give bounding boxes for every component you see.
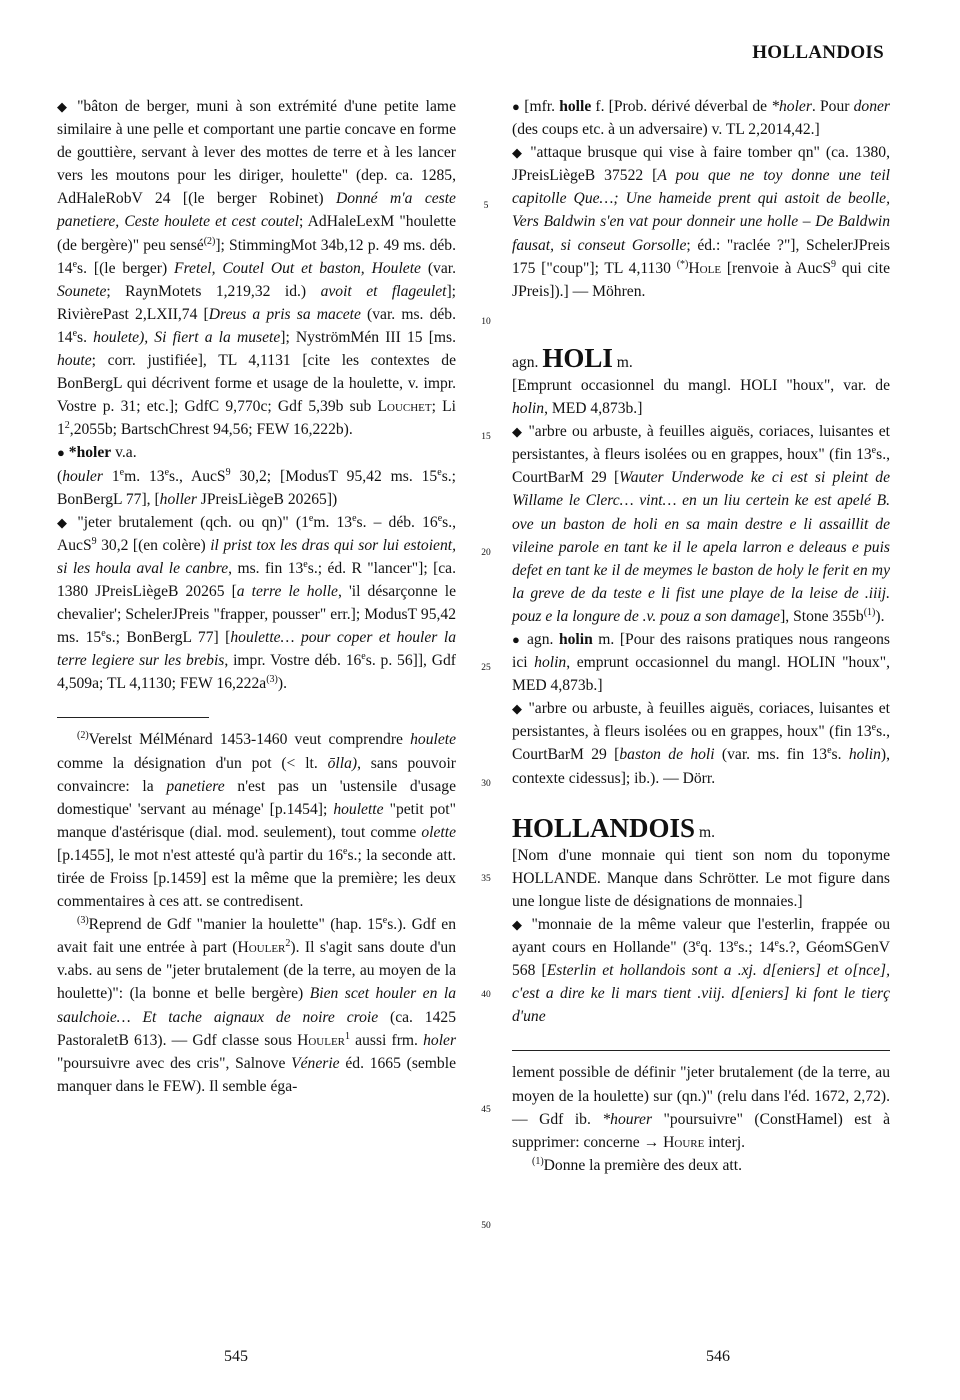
definition-houlette: ◆ "bâton de berger, muni à son extrémité d'une petite lame similaire à une pelle et comportant une partie concave en forme de gouttière, servant à lever des mottes de terre et à les lancer vers les moutons pour les diriger, houlette" (dep. ca. 1285, AdHaleRobV 24 [(le berger Robinet) Donné m'a ceste panetiere, Ceste houlete et cest coutel; AdHaleLexM "houlette (de bergère)" peu sensé$^{(2)}$]; StimmingMot 34b,12 p. 49 ms. déb. 14es. [(le berger) Fretel, Coutel Out et baston, Houlete (var. Sounete; RaynMotets 1,219,32 id.) avoit et flageulet]; RivièrePast 2,LXII,74 [Dreus a pris sa macete (var. ms. déb. 14es. houlete), Si fiert a la musete]; NyströmMén III 15 [ms. houte; corr. justifiée], TL 4,1131 [cite les contextes de BonBergL qui décrivent forme et usage de la houlette, v. impr. Vostre p. 31; etc.]; GdfC 9,770c; Gdf 5,39b sub Louchet; Li $1^2,2055b$; BartschChrest 94,56; FEW 16,222b). [57,98,457,439]
entry-hollandois-definition: ◆ "monnaie de la même valeur que l'esterlin, frappée ou ayant cours en Hollande" (3eq. 13es.; 14es.?, GéomSGenV 568 [Esterlin et hollandois sont a .xj. d[eniers] et o[nce], c'est a dire ke li mars tient .viij. d[eniers] ki font le tierç d'une [512,916,891,1026]
line-number: 35 [481,874,491,884]
diamond-icon: ◆ [512,424,524,440]
page-number-left: 545 [224,1348,248,1365]
right-column [512,95,890,1177]
line-number: 15 [481,432,491,442]
bullet-dot-icon: ● [512,99,521,114]
footnote-ref-3: (3) [266,674,278,686]
page-number-right: 546 [706,1348,730,1365]
footnote-3-continued: lement possible de définir "jeter brutalement (de la terre, au moyen de la houlette) sur (qn.)" (relu dans l'éd. 1672, 2,72). — Gdf ib. *hourer "poursuivre" (ConstHamel) est à supprimer: concerne → Houre interj. [512,1064,890,1151]
entry-holer-forms: (houler 1em. 13es., AucS$^9$ 30,2; [ModusT 95,42 ms. 15es.; BonBergL 77], [holler JPreisLiègeB 20265]) [57,466,456,508]
line-number: 45 [481,1105,491,1115]
line-number: 50 [481,1221,491,1231]
entry-holle-definition: ◆ "attaque brusque qui vise à faire tomber qn" (ca. 1380, JPreisLiègeB 37522 [A pou que ne toy donne une teil capitolle Que…; Une hameide prent qui astoit de beolle, Vers Baldwin s'en vat pour donneir une holle – De Baldwin fausat, si conseut Gorsolle; éd.: "raclée ?"], SchelerJPreis 175 ["coup"]; TL 4,1130 (*)Hole [renvoie à AucS$^9$ qui cite JPreis]).] — Möhren. [512,144,890,300]
entry-holer-definition: ◆ "jeter brutalement (qch. ou qn)" (1em. 13es. – déb. 16es., AucS$^9$ 30,2 [(en colère) il prist tox les dras qui sor lui estoient, si les houla aval le canbre, ms. fin 13es.; éd. R "lancer"]; [ca. 1380 JPreisLiègeB 20265 [a terre le holle, 'il désarçonne le chevalier'; SchelerJPreis "frapper, pousser" err.]; ModusT 95,42 ms. 15es.; BonBergL 77] [houlette… pour coper et houler la terre legiere sur les brebis, impr. Vostre déb. 16es. p. 56]], Gdf 4,509a; TL 4,1130; FEW $16,222a^{(3)}$). [57,512,457,693]
line-number: 30 [481,779,491,789]
footnote-1: $^{(1)}$Donne la première des deux att. [532,1155,742,1174]
diamond-icon: ◆ [512,917,525,932]
entry-hollandois-headword: HOLLANDOIS m. [512,812,715,843]
running-title: HOLLANDOIS [752,42,884,63]
entry-holle: ● [mfr. holle f. [Prob. dérivé déverbal de *holer. Pour doner (des coups etc. à un adversaire) v. TL 2,2014,42.] [512,98,890,139]
entry-holi-headword: agn. HOLI m. [512,342,633,373]
line-number: 25 [481,663,491,673]
bullet-dot-icon: ● [57,445,65,461]
bullet-dot-icon: ● [512,631,522,647]
footnote-3: $^{(3)}$Reprend de Gdf "manier la houlette" (hap. 15es.). Gdf en avait fait une entrée à part (Houler$^2$). Il s'agit sans doute d'un v.abs. au sens de "jeter brutalement (de la terre, au moyen de la houlette)": (la bonne et belle bergère) Bien scet houler en la saulchoie… Et tache aignaux de noire croie (ca. 1425 PastoraletB 613). — Gdf classe sous Houler$^1$ aussi frm. holer "poursuivre avec des cris", Salnove Vénerie éd. 1665 (semble manquer dans le FEW). Il semble éga- [57,915,457,1095]
line-number: 10 [481,317,491,327]
diamond-icon: ◆ [512,701,524,717]
headword-holi: HOLI [542,342,613,373]
left-column [57,95,456,1098]
footnote-divider [512,1050,890,1051]
entry-holin: ● agn. holin m. [Pour des raisons pratiques nous rangeons ici holin, emprunt occasionnel du mangl. HOLIN "houx", MED 4,873b.] [512,630,890,695]
entry-holi-definition: ◆ "arbre ou arbuste, à feuilles aiguës, coriaces, luisantes et persistantes, à fleurs isolées ou en grappes, houx" (fin 13es., CourtBarM 29 [Wauter Underwode ke ci est si pleint de Willame le Clerc… vint… en un liu certein ke est apelé B. ove un baston de holi en sa main destre e li assaillit de vileine parole en tant ke il le apela larron e deleaus e puis defet en tant ke il de meymes le baston de holy le ferit en my la greve de da teste e li fist une playe de la leise de .iiij. pouz e la longure de .v. pouz a son damage], Stone $355b^{(1)}$). [512,423,890,625]
entry-holer-headword: ● *holer v.a. [57,444,137,462]
line-number: 20 [481,548,491,558]
footnote-divider [57,717,209,718]
entry-hollandois-etymology: [Nom d'une monnaie qui tient son nom du toponyme HOLLANDE. Manque dans Schrötter. Le mot figure dans une longue liste de désignations de monnaies.] [512,846,890,910]
entry-holin-definition: ◆ "arbre ou arbuste, à feuilles aiguës, coriaces, luisantes et persistantes, à fleurs isolées ou en grappes, houx" (fin 13es., CourtBarM 29 [baston de holi (var. ms. fin 13es. holin), contexte cidessus]; ib.). — Dörr. [512,700,890,787]
diamond-icon: ◆ [57,99,71,114]
diamond-icon: ◆ [512,145,525,161]
entry-holi-etymology: [Emprunt occasionnel du mangl. HOLI "houx", var. de holin, MED 4,873b.] [512,376,890,418]
headword-hollandois: HOLLANDOIS [512,812,696,843]
line-number: 40 [481,990,491,1000]
footnote-2: $^{(2)}$Verelst MélMénard 1453-1460 veut comprendre houlete comme la désignation d'un pot (< lt. ōlla), sans pouvoir convaincre: la panetiere n'est pas un 'ustensile d'usage domestique' 'servant au ménage' [p.1454]; houlette "petit pot" manque d'astérisque (dial. mod. seulement), tout comme olette [p.1455], le mot n'est attesté qu'à partir du 16es.; la seconde att. tirée de Froiss [p.1459] est la même que la première; les deux commentaires à ces att. se contredisent. [57,730,457,911]
line-number: 5 [483,201,489,211]
footnote-ref-2: (2) [203,235,216,247]
diamond-icon: ◆ [57,514,71,530]
